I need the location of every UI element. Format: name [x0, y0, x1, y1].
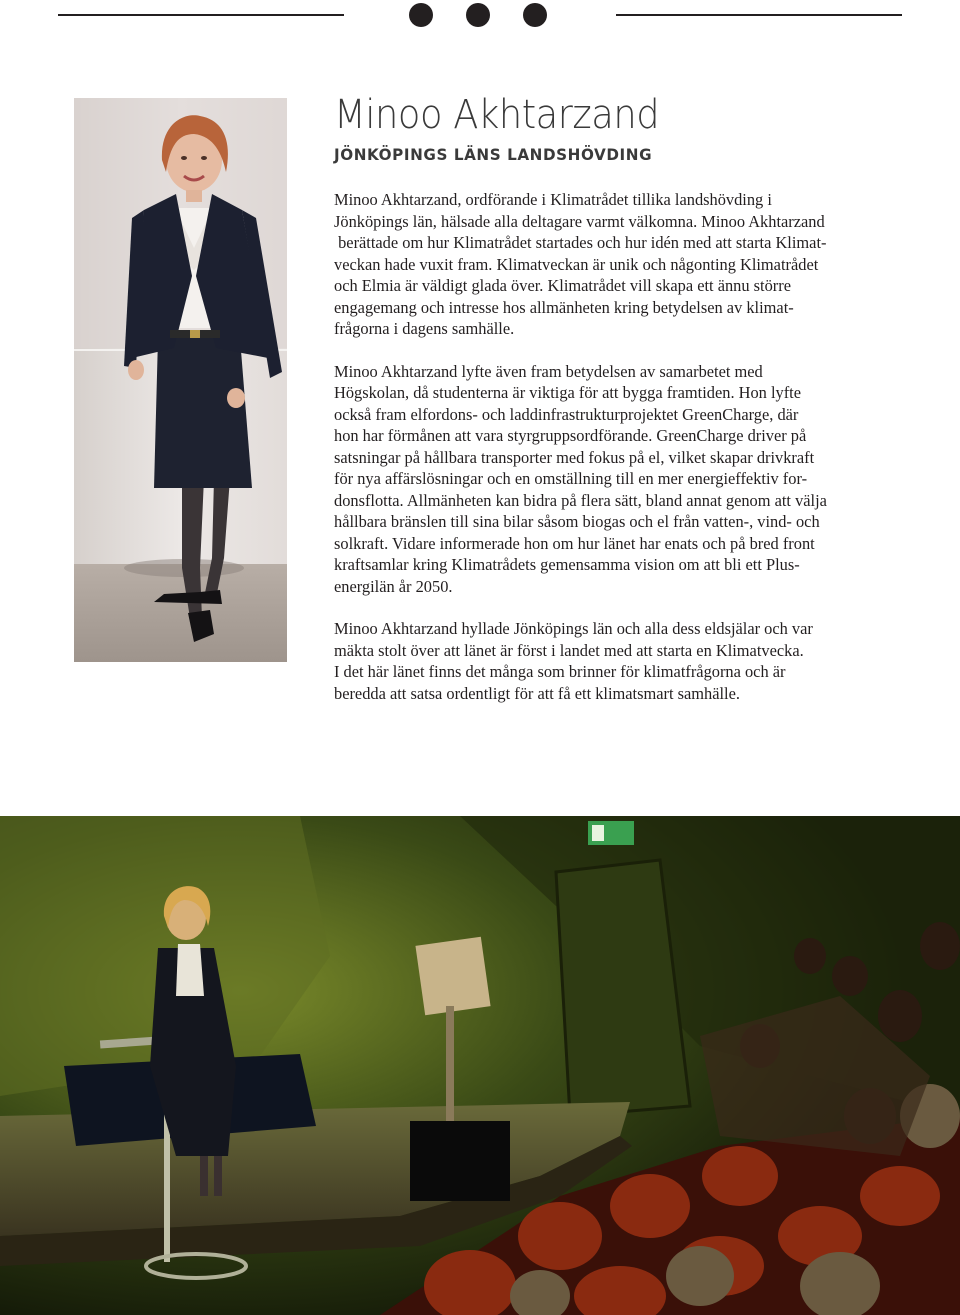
text-line: engagemang och intresse hos allmänheten kring betydelsen av klimat- — [334, 297, 794, 317]
text-line: mäkta stolt över att länet är först i landet med att starta en Klimatvecka. — [334, 640, 804, 660]
article-subtitle: JÖNKÖPINGS LÄNS LANDSHÖVDING — [334, 145, 653, 164]
text-line: och Elmia är väldigt glada över. Klimatrådet vill skapa ett ännu större — [334, 276, 791, 295]
text-line: veckan hade vuxit fram. Klimatveckan är unik och någonting Klimatrådet — [334, 254, 819, 274]
text-line: energilän år 2050. — [334, 576, 453, 596]
text-line: Minoo Akhtarzand, ordförande i Klimatrådet tillika landshövding i — [334, 190, 772, 209]
text-line: för nya affärslösningar och en omställning till en mer energieffektiv for- — [334, 469, 808, 488]
paragraph — [334, 618, 880, 704]
text-line: beredda att satsa ordentligt för att få ett klimatsmart samhälle. — [334, 683, 740, 703]
text-line: solkraft. Vidare informerade hon om hur länet har enats och på bred front — [334, 533, 815, 553]
text-line: I det här länet finns det många som brinner för klimatfrågorna och är — [334, 662, 786, 681]
text-line: frågorna i dagens samhälle. — [334, 319, 515, 338]
header-rule-left — [58, 14, 344, 16]
text-line: kraftsamlar kring Klimatrådets gemensamma vision om att bli ett Plus- — [334, 555, 800, 574]
header-dot — [523, 3, 547, 27]
text-line: Minoo Akhtarzand lyfte även fram betydelsen av samarbetet med — [334, 361, 763, 381]
audience-photo — [0, 816, 960, 1315]
text-line: också fram elfordons- och laddinfrastrukturprojektet GreenCharge, där — [334, 404, 799, 424]
text-line: berättade om hur Klimatrådet startades och hur idén med att starta Klimat- — [334, 233, 827, 252]
text-line: donsflotta. Allmänheten kan bidra på flera sätt, bland annat genom att välja — [334, 490, 827, 510]
text-line: hållbara bränslen till sina bilar såsom biogas och el från vatten-, vind- och — [334, 512, 820, 531]
text-line: Högskolan, då studenterna är viktiga för att bygga framtiden. Hon lyfte — [334, 383, 801, 402]
paragraph — [334, 189, 880, 340]
article-title: Minoo Akhtarzand — [334, 92, 660, 138]
text-line: Minoo Akhtarzand hyllade Jönköpings län och alla dess eldsjälar och var — [334, 619, 813, 638]
text-line: hon har förmånen att vara styrgruppsordförande. GreenCharge driver på — [334, 426, 807, 445]
portrait-photo — [74, 98, 287, 662]
text-line: Jönköpings län, hälsade alla deltagare varmt välkomna. Minoo Akhtarzand — [334, 211, 825, 231]
paragraph — [334, 361, 880, 598]
header-rule-right — [616, 14, 902, 16]
article-body — [334, 189, 880, 725]
header-dot — [466, 3, 490, 27]
text-line: satsningar på hållbara transporter med fokus på el, vilket skapar drivkraft — [334, 447, 815, 467]
header-dot — [409, 3, 433, 27]
